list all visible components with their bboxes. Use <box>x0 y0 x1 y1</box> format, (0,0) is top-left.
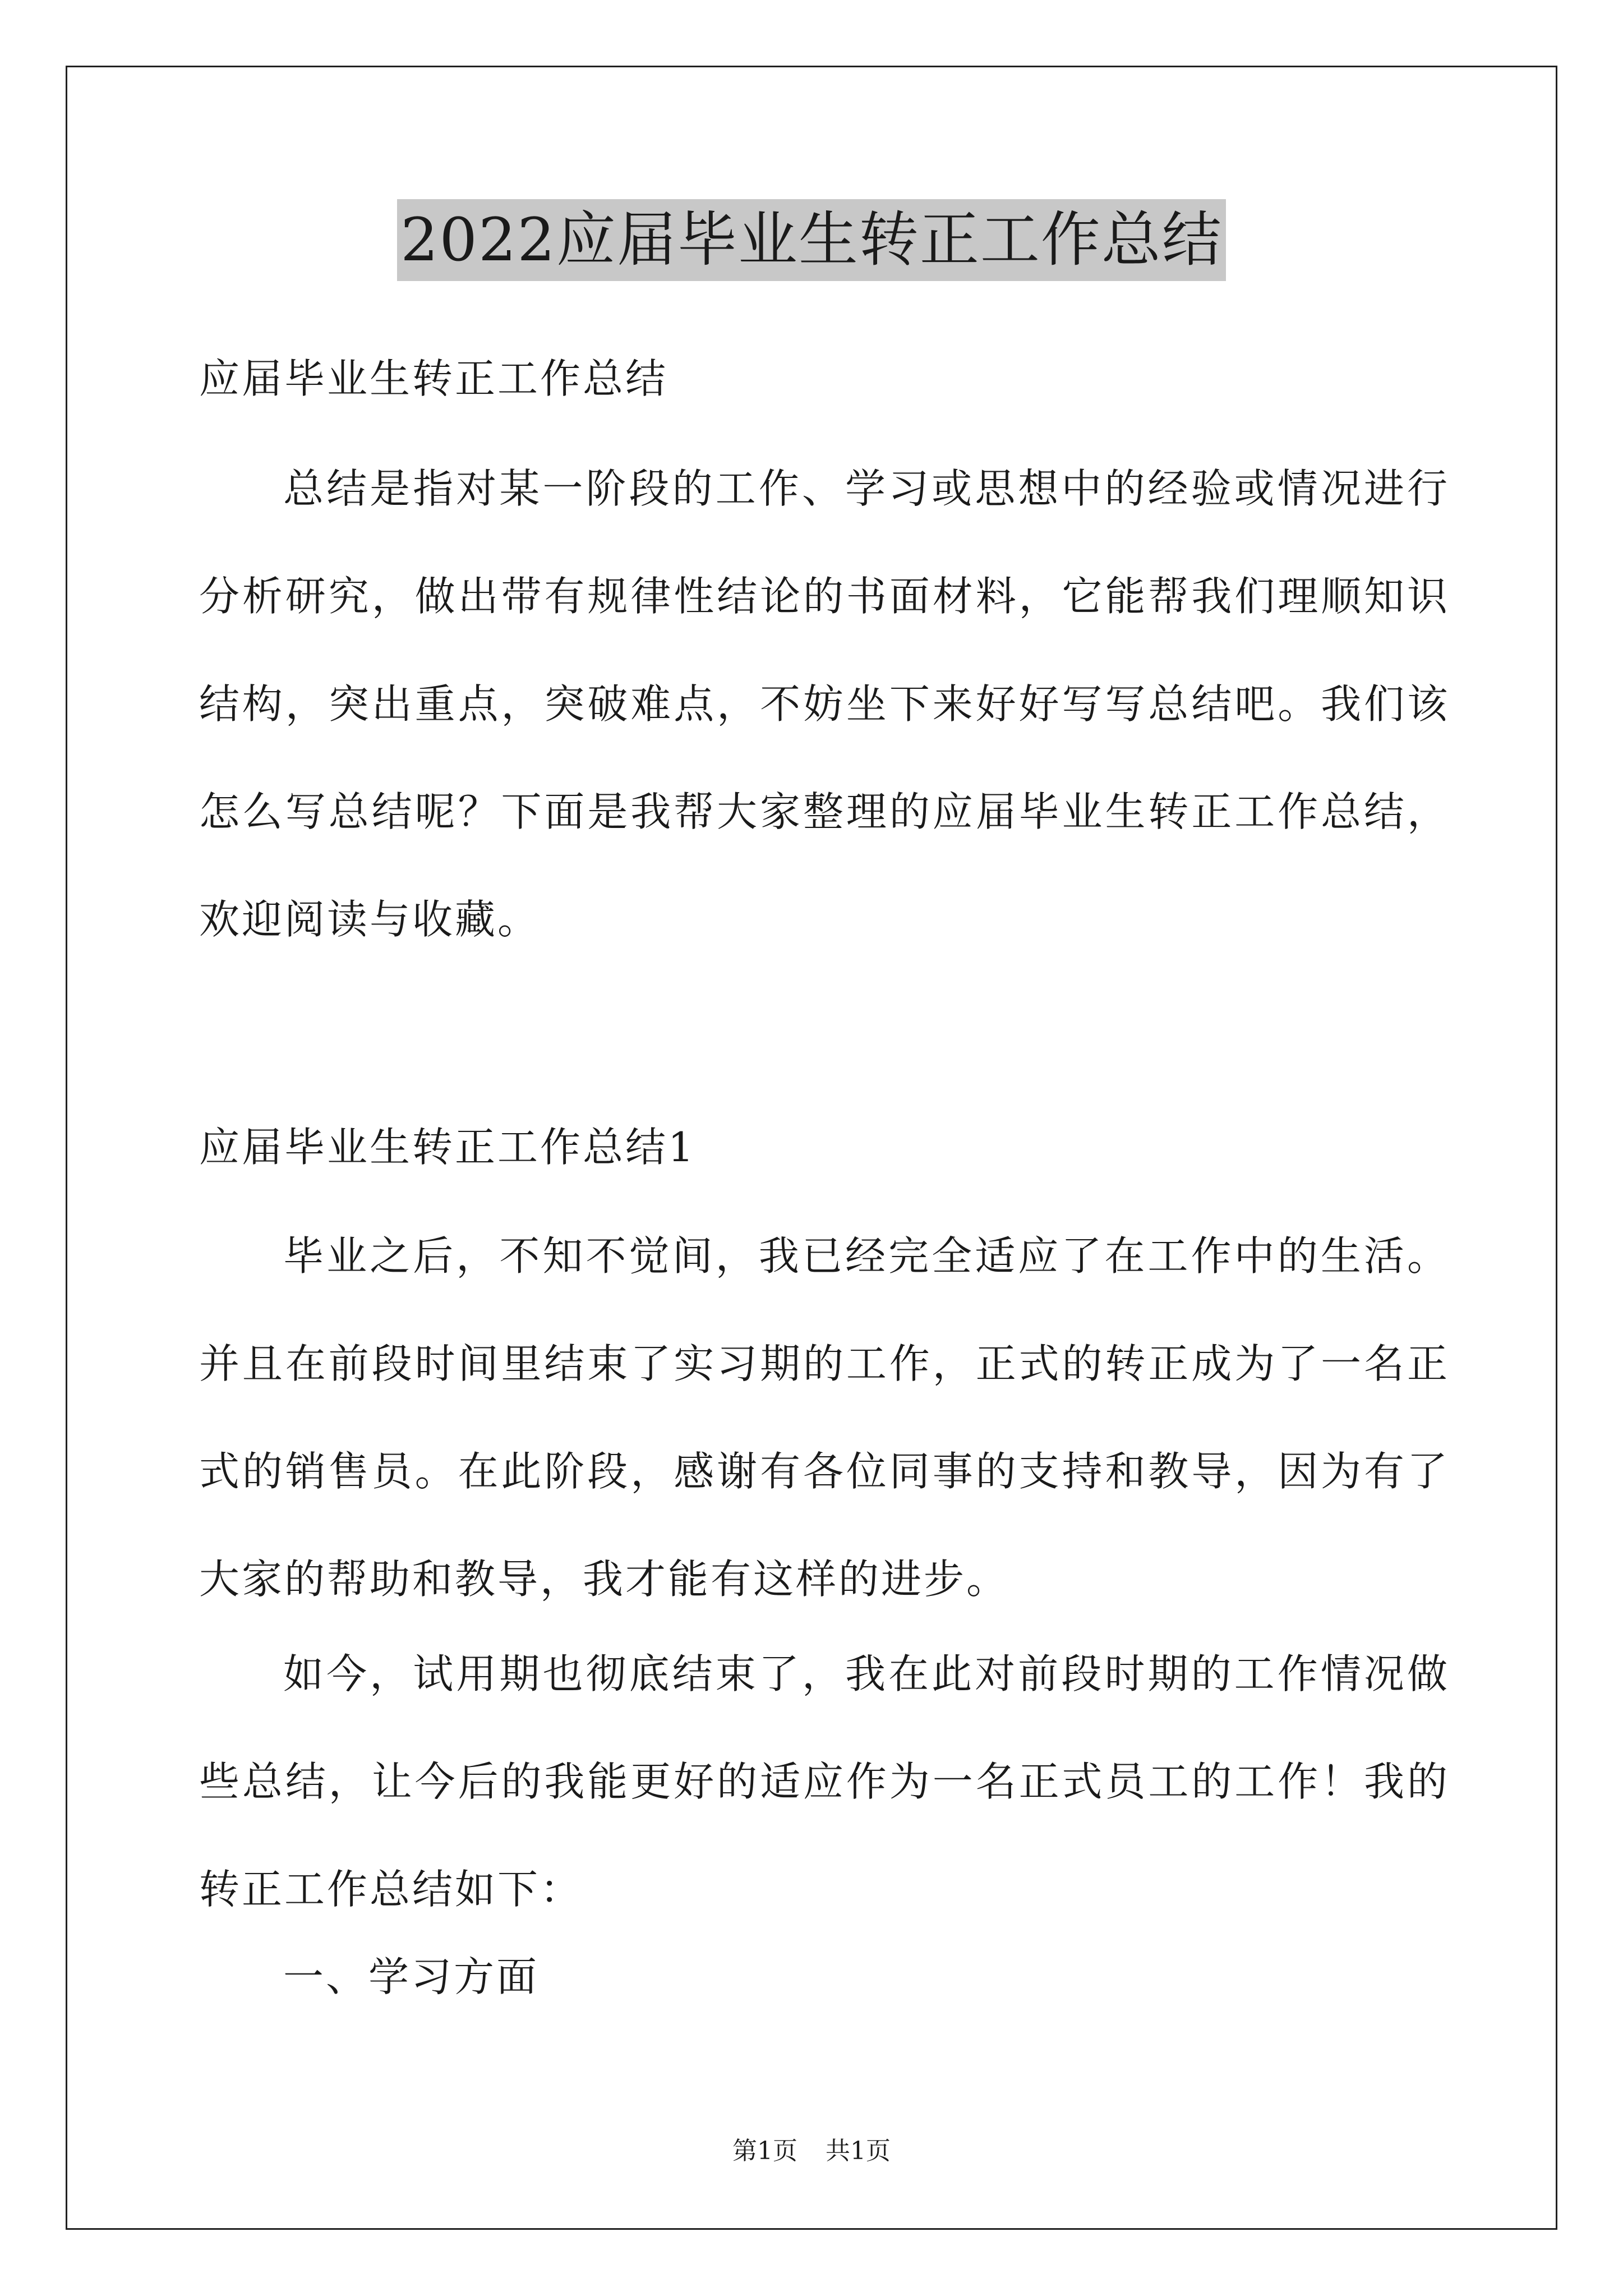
page-total: 共1页 <box>826 2137 891 2165</box>
document-subtitle: 应届毕业生转正工作总结 <box>199 355 668 402</box>
section-heading: 应届毕业生转正工作总结1 <box>199 1124 696 1171</box>
subheading-study: 一、学习方面 <box>283 1953 540 2000</box>
page-footer <box>0 2134 1623 2168</box>
page-number: 第1页 <box>732 2137 797 2165</box>
intro-paragraph: 总结是指对某一阶段的工作、学习或思想中的经验或情况进行分析研究，做出带有规律性结论的书面材料，它能帮我们理顺知识结构，突出重点，突破难点，不妨坐下来好好写写总结吧。我们该怎么写总结呢？下面是我帮大家整理的应届毕业生转正工作总结，欢迎阅读与收藏。 <box>199 465 1450 943</box>
document-title: 2022应届毕业生转正工作总结 <box>397 199 1226 281</box>
title-container <box>0 199 1623 281</box>
body-paragraph-2: 如今，试用期也彻底结束了，我在此对前段时期的工作情况做些总结，让今后的我能更好的适应作为一名正式员工的工作！我的转正工作总结如下： <box>199 1650 1450 1913</box>
body-paragraph-1: 毕业之后，不知不觉间，我已经完全适应了在工作中的生活。并且在前段时间里结束了实习期的工作，正式的转正成为了一名正式的销售员。在此阶段，感谢有各位同事的支持和教导，因为有了大家的帮助和教导，我才能有这样的进步。 <box>199 1232 1450 1603</box>
